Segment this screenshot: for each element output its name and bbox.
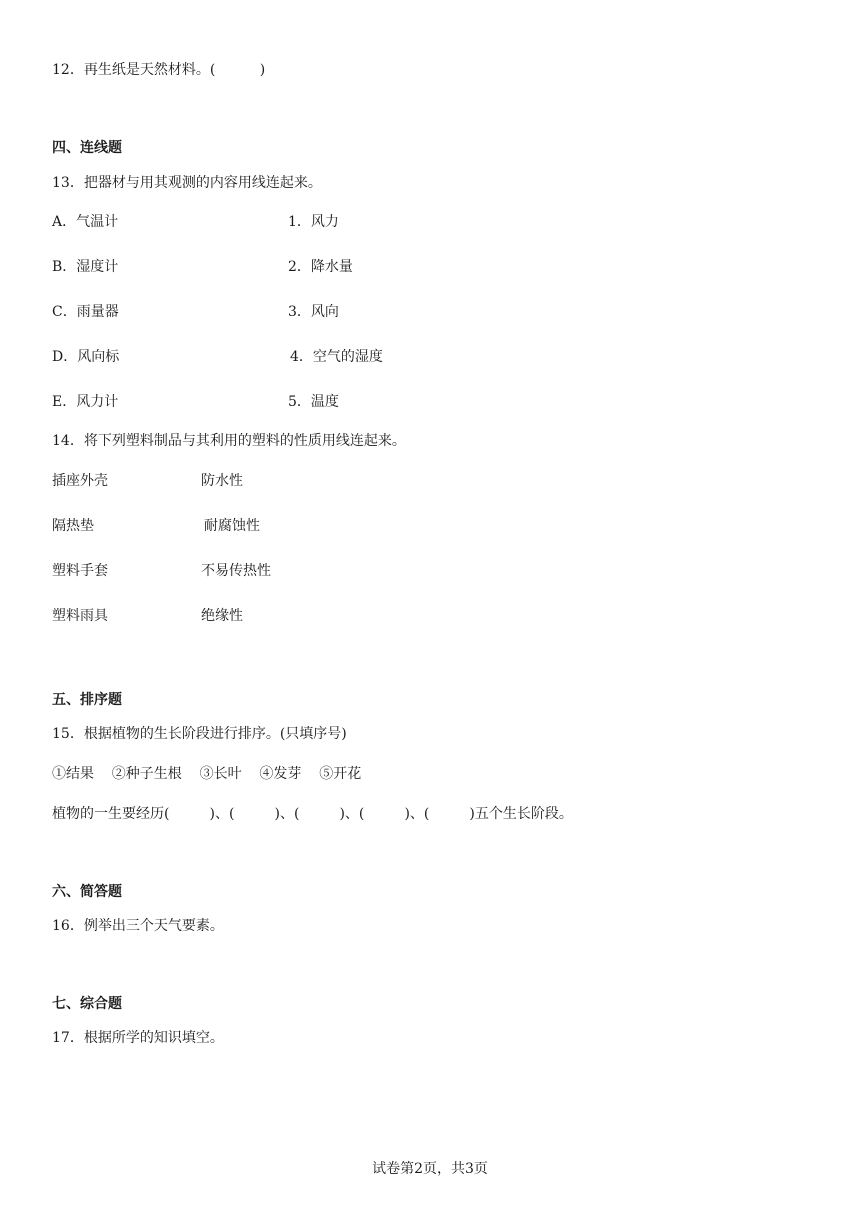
- q14-left-item: 塑料雨具: [52, 608, 108, 624]
- q13-left-item: D．风向标: [52, 349, 120, 365]
- question-15-prompt: 15．根据植物的生长阶段进行排序。(只填序号): [52, 726, 347, 742]
- question-17: 17．根据所学的知识填空。: [52, 1030, 224, 1046]
- page-footer: 试卷第2页，共3页: [372, 1161, 488, 1177]
- question-15-answer-line: 植物的一生要经历( )、( )、( )、( )、( )五个生长阶段。: [52, 806, 573, 822]
- q13-right-item: 3．风向: [288, 304, 339, 320]
- q14-right-item: 耐腐蚀性: [204, 518, 260, 534]
- q14-right-item: 绝缘性: [201, 608, 243, 624]
- q13-right-item: 1．风力: [288, 214, 339, 230]
- section-4-title: 四、连线题: [52, 140, 122, 156]
- q14-left-item: 隔热垫: [52, 518, 94, 534]
- q14-left-item: 塑料手套: [52, 563, 108, 579]
- section-5-title: 五、排序题: [52, 692, 122, 708]
- section-7-title: 七、综合题: [52, 996, 122, 1012]
- question-12: 12．再生纸是天然材料。( ): [52, 62, 266, 78]
- q14-right-item: 防水性: [201, 473, 243, 489]
- q13-right-item: 5．温度: [288, 394, 339, 410]
- q14-left-item: 插座外壳: [52, 473, 108, 489]
- section-6-title: 六、简答题: [52, 884, 122, 900]
- question-13-prompt: 13．把器材与用其观测的内容用线连起来。: [52, 175, 322, 191]
- q13-left-item: A．气温计: [52, 214, 119, 230]
- q14-right-item: 不易传热性: [201, 563, 271, 579]
- question-14-prompt: 14．将下列塑料制品与其利用的塑料的性质用线连起来。: [52, 433, 406, 449]
- q13-left-item: B．湿度计: [52, 259, 119, 275]
- q13-left-item: E．风力计: [52, 394, 119, 410]
- q13-left-item: C．雨量器: [52, 304, 119, 320]
- q13-right-item: 2．降水量: [288, 259, 353, 275]
- question-16: 16．例举出三个天气要素。: [52, 918, 224, 934]
- q13-right-item: 4．空气的湿度: [290, 349, 383, 365]
- question-15-options: ①结果 ②种子生根 ③长叶 ④发芽 ⑤开花: [52, 766, 362, 782]
